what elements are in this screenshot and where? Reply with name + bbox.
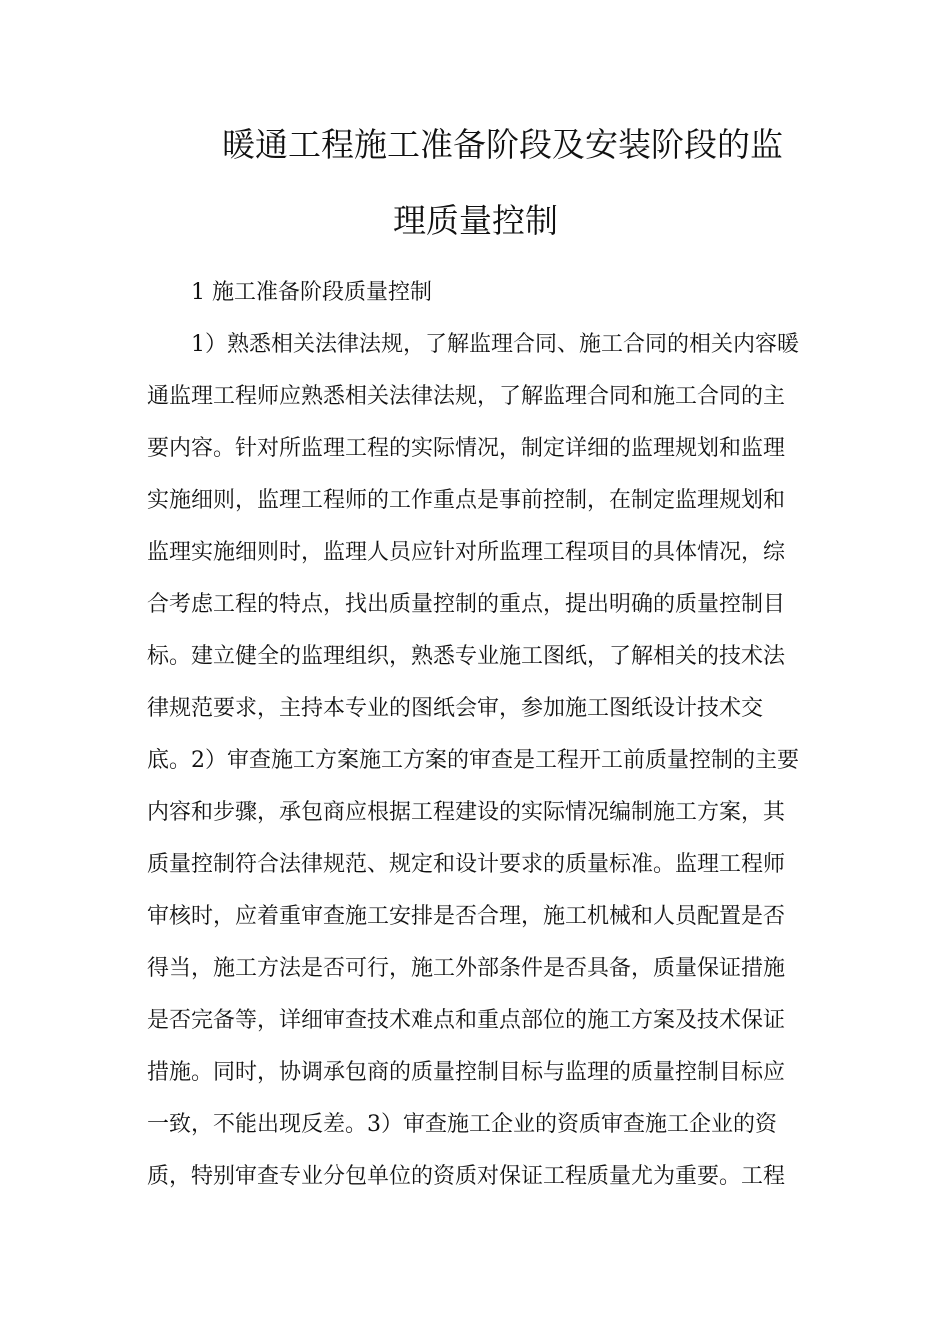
paragraph-line: 监理实施细则时，监理人员应针对所监理工程项目的具体情况，综: [147, 540, 786, 565]
paragraph-line: 审核时，应着重审查施工安排是否合理，施工机械和人员配置是否: [147, 904, 786, 929]
paragraph-line: 内容和步骤，承包商应根据工程建设的实际情况编制施工方案，其: [147, 800, 786, 825]
paragraph-line: 律规范要求，主持本专业的图纸会审，参加施工图纸设计技术交: [147, 696, 764, 721]
paragraph-line: 实施细则，监理工程师的工作重点是事前控制，在制定监理规划和: [147, 488, 786, 513]
document-title-line-2: 理质量控制: [393, 201, 558, 240]
paragraph-line: 合考虑工程的特点，找出质量控制的重点，提出明确的质量控制目: [147, 592, 786, 617]
paragraph-line: 底。2）审查施工方案施工方案的审查是工程开工前质量控制的主要: [147, 748, 799, 773]
paragraph-line: 措施。同时，协调承包商的质量控制目标与监理的质量控制目标应: [147, 1060, 786, 1085]
document-title-line-1: 暖通工程施工准备阶段及安装阶段的监: [222, 125, 783, 164]
paragraph-line: 要内容。针对所监理工程的实际情况，制定详细的监理规划和监理: [147, 436, 786, 461]
paragraph-line: 质量控制符合法律规范、规定和设计要求的质量标准。监理工程师: [147, 852, 786, 877]
paragraph-line: 是否完备等，详细审查技术难点和重点部位的施工方案及技术保证: [147, 1008, 786, 1033]
paragraph-line: 1）熟悉相关法律法规，了解监理合同、施工合同的相关内容暖: [191, 332, 799, 357]
paragraph-line: 通监理工程师应熟悉相关法律法规，了解监理合同和施工合同的主: [147, 384, 786, 409]
paragraph-line: 质，特别审查专业分包单位的资质对保证工程质量尤为重要。工程: [147, 1164, 786, 1189]
section-heading: 1 施工准备阶段质量控制: [191, 280, 432, 305]
paragraph-line: 一致，不能出现反差。3）审查施工企业的资质审查施工企业的资: [147, 1112, 777, 1137]
paragraph-line: 标。建立健全的监理组织，熟悉专业施工图纸，了解相关的技术法: [147, 644, 786, 669]
paragraph-line: 得当，施工方法是否可行，施工外部条件是否具备，质量保证措施: [147, 956, 786, 981]
